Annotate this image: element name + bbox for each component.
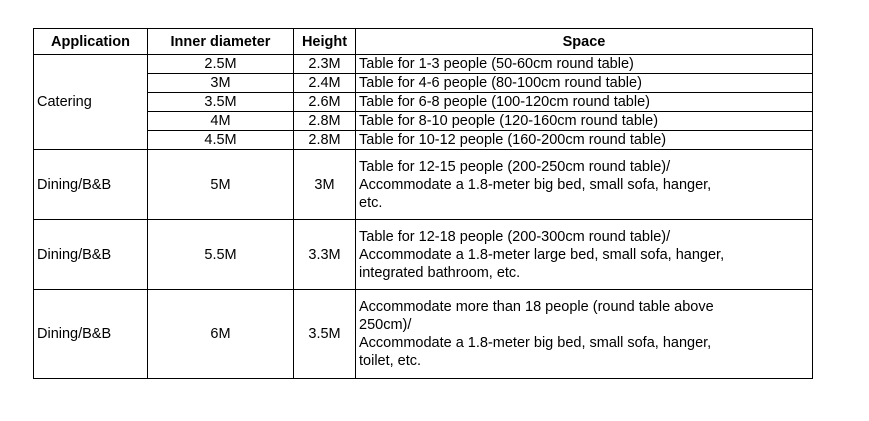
application-cell: Dining/B&B: [34, 290, 148, 379]
height-cell: 2.4M: [294, 74, 356, 93]
height-cell: 3.5M: [294, 290, 356, 379]
diameter-cell: 3M: [148, 74, 294, 93]
header-height: Height: [294, 29, 356, 55]
table-row: [34, 93, 813, 112]
diameter-cell: 4M: [148, 112, 294, 131]
table-row: [34, 74, 813, 93]
spec-table: [33, 28, 813, 379]
space-cell: Table for 1-3 people (50-60cm round table): [356, 55, 813, 74]
diameter-cell: 6M: [148, 290, 294, 379]
application-cell: Catering: [34, 55, 148, 150]
space-line: Accommodate more than 18 people (round table above: [359, 299, 714, 315]
diameter-cell: 2.5M: [148, 55, 294, 74]
header-row: [34, 29, 813, 55]
table-row: [34, 131, 813, 150]
space-line: Accommodate a 1.8-meter big bed, small sofa, hanger,: [359, 335, 712, 351]
space-cell: Table for 4-6 people (80-100cm round table): [356, 74, 813, 93]
space-cell: [356, 290, 813, 379]
table-row: [34, 220, 813, 290]
space-line: integrated bathroom, etc.: [359, 264, 521, 281]
table-row: [34, 112, 813, 131]
application-cell: Dining/B&B: [34, 150, 148, 220]
height-cell: 3.3M: [294, 220, 356, 290]
height-cell: 3M: [294, 150, 356, 220]
table-row: [34, 150, 813, 220]
table-row: [34, 290, 813, 379]
height-cell: 2.6M: [294, 93, 356, 112]
header-inner-diameter: Inner diameter: [148, 29, 294, 55]
space-line: Table for 12-18 people (200-300cm round table)/: [359, 228, 671, 245]
space-line: 250cm)/: [359, 317, 412, 333]
space-line: Table for 12-15 people (200-250cm round table)/: [359, 158, 671, 175]
space-line: toilet, etc.: [359, 353, 422, 369]
table-row: [34, 55, 813, 74]
height-cell: 2.8M: [294, 131, 356, 150]
space-line: etc.: [359, 194, 383, 211]
diameter-cell: 4.5M: [148, 131, 294, 150]
space-cell: Table for 10-12 people (160-200cm round table): [356, 131, 813, 150]
space-cell: [356, 220, 813, 290]
space-cell: Table for 6-8 people (100-120cm round table): [356, 93, 813, 112]
space-line: Accommodate a 1.8-meter big bed, small sofa, hanger,: [359, 176, 712, 193]
diameter-cell: 5.5M: [148, 220, 294, 290]
header-space: Space: [356, 29, 813, 55]
diameter-cell: 5M: [148, 150, 294, 220]
space-line: Accommodate a 1.8-meter large bed, small sofa, hanger,: [359, 246, 725, 263]
height-cell: 2.8M: [294, 112, 356, 131]
height-cell: 2.3M: [294, 55, 356, 74]
space-cell: [356, 150, 813, 220]
diameter-cell: 3.5M: [148, 93, 294, 112]
header-application: Application: [34, 29, 148, 55]
spec-table-container: [33, 28, 813, 379]
application-cell: Dining/B&B: [34, 220, 148, 290]
space-cell: Table for 8-10 people (120-160cm round table): [356, 112, 813, 131]
